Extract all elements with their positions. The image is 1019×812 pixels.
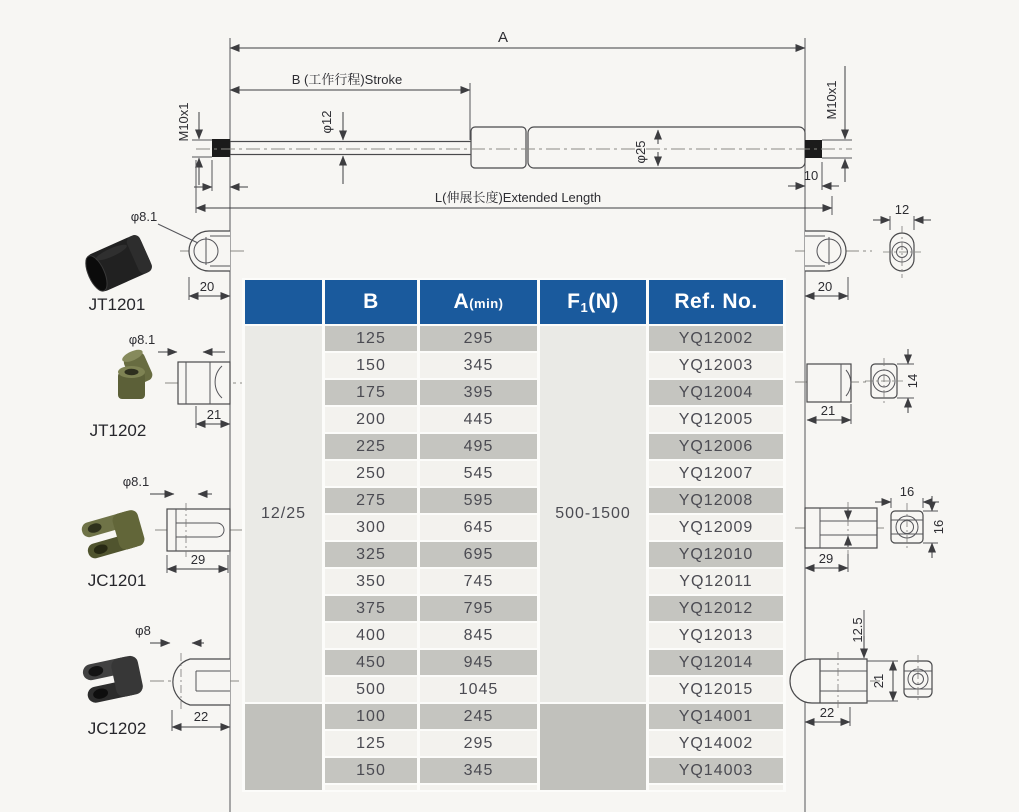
cell-a: 245 <box>420 704 537 729</box>
cell-b: 350 <box>325 569 417 594</box>
table-row <box>245 326 783 351</box>
cell-b: 300 <box>325 515 417 540</box>
table-row <box>245 461 783 486</box>
cell-ref <box>649 785 783 790</box>
cell-ref: YQ12011 <box>649 569 783 594</box>
cell-ref: YQ12012 <box>649 596 783 621</box>
table-row <box>245 488 783 513</box>
cell-b: 400 <box>325 623 417 648</box>
end-height-label-jc1201: 16 <box>931 519 946 535</box>
cell-a: 445 <box>420 407 537 432</box>
cell-ref: YQ12015 <box>649 677 783 702</box>
table-row <box>245 569 783 594</box>
cell-a: 295 <box>420 326 537 351</box>
table-row <box>245 515 783 540</box>
cell-b: 150 <box>325 758 417 783</box>
thread-label-left: M10x1 <box>176 102 191 142</box>
cell-a: 845 <box>420 623 537 648</box>
thread-block-left <box>212 139 230 157</box>
force-cell <box>540 704 646 790</box>
len-label-jc1201: 29 <box>190 552 206 567</box>
cell-a: 1045 <box>420 677 537 702</box>
cell-b: 125 <box>325 326 417 351</box>
cell-ref: YQ12009 <box>649 515 783 540</box>
col-header-ref: Ref. No. <box>649 280 783 324</box>
cell-b: 450 <box>325 650 417 675</box>
phi-label-jt1202: φ8.1 <box>128 332 156 347</box>
len-label-jt1201: 20 <box>199 279 215 294</box>
cell-b: 275 <box>325 488 417 513</box>
cell-a: 945 <box>420 650 537 675</box>
cell-a: 395 <box>420 380 537 405</box>
cell-b: 325 <box>325 542 417 567</box>
cell-b: 500 <box>325 677 417 702</box>
col-header-empty <box>245 280 322 324</box>
table-row <box>245 353 783 378</box>
cell-b: 175 <box>325 380 417 405</box>
col-header-f: F1(N) <box>540 280 646 324</box>
cell-a: 345 <box>420 758 537 783</box>
cell-ref: YQ12002 <box>649 326 783 351</box>
table-row <box>245 785 783 790</box>
table-row <box>245 677 783 702</box>
spec-table <box>242 278 786 792</box>
table-row <box>245 623 783 648</box>
cell-a <box>420 785 537 790</box>
table-row <box>245 380 783 405</box>
cell-ref: YQ12004 <box>649 380 783 405</box>
cell-ref: YQ12005 <box>649 407 783 432</box>
cell-ref: YQ14001 <box>649 704 783 729</box>
cell-b: 375 <box>325 596 417 621</box>
thread-label-right: M10x1 <box>824 80 839 120</box>
cell-b: 250 <box>325 461 417 486</box>
slot-depth-label-jc1202: 12.5 <box>850 617 865 643</box>
cell-b: 225 <box>325 434 417 459</box>
cell-a: 595 <box>420 488 537 513</box>
jt1202-label: JT1202 <box>89 421 147 440</box>
cell-a: 795 <box>420 596 537 621</box>
jc1202-photo <box>81 654 144 704</box>
cell-ref: YQ12008 <box>649 488 783 513</box>
right-len-label-jc1202: 22 <box>819 705 835 720</box>
jc1201-photo <box>80 508 146 560</box>
cell-ref: YQ12013 <box>649 623 783 648</box>
col-header-a: A(min) <box>420 280 537 324</box>
cell-ref: YQ14003 <box>649 758 783 783</box>
end-cap-length-label: 10 <box>803 168 819 183</box>
cell-ref: YQ12007 <box>649 461 783 486</box>
dim-label-l-extended: L(伸展长度)Extended Length <box>434 190 602 205</box>
end-width-label-jt1201: 12 <box>894 202 910 217</box>
dim-label-a: A <box>497 29 509 46</box>
phi-label-jc1202: φ8 <box>135 623 151 638</box>
spec-table-body <box>245 326 783 790</box>
table-row <box>245 731 783 756</box>
cell-a: 495 <box>420 434 537 459</box>
jt1201-photo <box>81 233 154 295</box>
phi-label-jt1201: φ8.1 <box>130 209 158 224</box>
cell-ref: YQ12014 <box>649 650 783 675</box>
end-width-label-jc1201: 16 <box>899 484 915 499</box>
cell-a: 745 <box>420 569 537 594</box>
cell-ref: YQ12006 <box>649 434 783 459</box>
cell-ref: YQ12003 <box>649 353 783 378</box>
table-row <box>245 407 783 432</box>
cell-ref: YQ14002 <box>649 731 783 756</box>
cell-ref: YQ12010 <box>649 542 783 567</box>
cell-b: 150 <box>325 353 417 378</box>
table-row <box>245 596 783 621</box>
size-cell: 12/25 <box>245 326 322 702</box>
cell-b: 125 <box>325 731 417 756</box>
table-row <box>245 434 783 459</box>
jt1202-photo <box>118 347 154 399</box>
table-row <box>245 542 783 567</box>
right-len-label-jc1201: 29 <box>818 551 834 566</box>
table-row <box>245 704 783 729</box>
len-label-jc1202: 22 <box>193 709 209 724</box>
force-cell: 500-1500 <box>540 326 646 702</box>
table-row <box>245 650 783 675</box>
jc1201-label: JC1201 <box>87 571 147 590</box>
inner-width-label-jc1202: 21 <box>871 673 886 689</box>
right-len-label-jt1202: 21 <box>820 403 836 418</box>
size-cell <box>245 704 322 790</box>
len-label-jt1202: 21 <box>206 407 222 422</box>
cell-b: 100 <box>325 704 417 729</box>
tube-diameter-label: φ25 <box>633 140 648 164</box>
end-height-label-jt1202: 14 <box>905 373 920 389</box>
rod-diameter-label: φ12 <box>319 110 334 134</box>
right-len-label-jt1201: 20 <box>817 279 833 294</box>
cell-a: 645 <box>420 515 537 540</box>
dim-label-b-stroke: B (工作行程)Stroke <box>291 72 403 87</box>
jc1202-label: JC1202 <box>87 719 147 738</box>
cell-a: 545 <box>420 461 537 486</box>
cell-a: 295 <box>420 731 537 756</box>
cell-a: 345 <box>420 353 537 378</box>
phi-label-jc1201: φ8.1 <box>122 474 150 489</box>
table-header-row <box>245 280 783 324</box>
cell-b: 200 <box>325 407 417 432</box>
jt1201-label: JT1201 <box>88 295 146 314</box>
cell-b <box>325 785 417 790</box>
table-row <box>245 758 783 783</box>
cell-a: 695 <box>420 542 537 567</box>
col-header-b: B <box>325 280 417 324</box>
